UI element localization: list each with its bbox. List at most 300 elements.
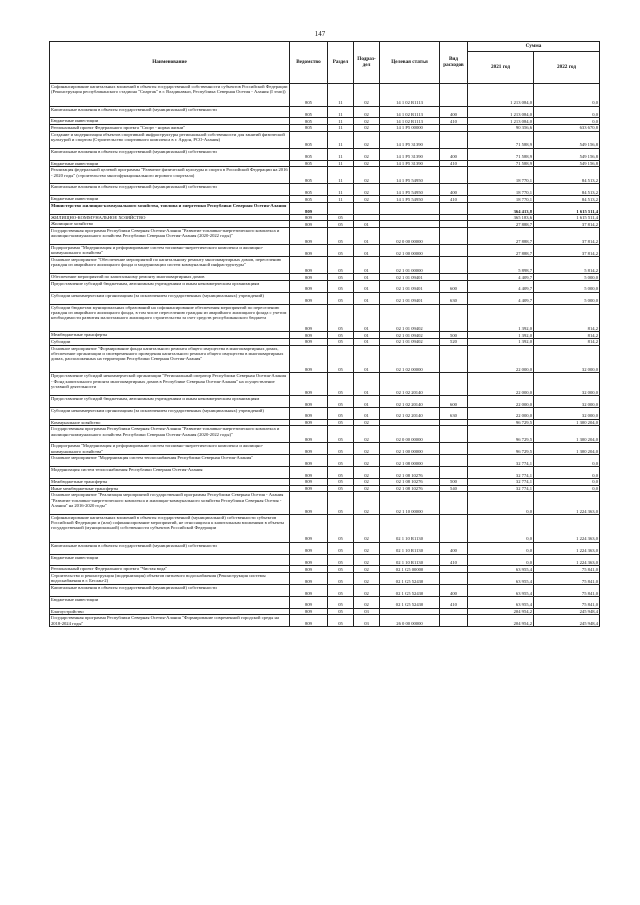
cell-2021: 32 774,1 [468, 455, 534, 467]
cell-dept: 809 [290, 214, 328, 221]
cell-2021: 1 392,0 [468, 304, 534, 332]
cell-2022: 1 615 511,4 [534, 214, 600, 221]
cell-2021: 18 770,1 [468, 184, 534, 196]
cell-subsection: 02 [354, 184, 380, 196]
table-body [50, 84, 600, 627]
table-row [50, 615, 600, 627]
table-row [50, 257, 600, 274]
cell-name: Бюджетные инвестиции [50, 160, 290, 167]
cell-target: 02 1 00 00000 [380, 245, 440, 257]
cell-2022: 0,0 [534, 106, 600, 118]
cell-name: Основное мероприятие "Модернизация систем теплоснабжения Республики Северная Осетия-Алания" [50, 455, 290, 467]
cell-2021: 1 213 084,0 [468, 106, 534, 118]
cell-2022: 37 814,2 [534, 221, 600, 228]
cell-2022: 32 000,0 [534, 373, 600, 396]
cell-name: Капитальные вложения в объекты государственной (муниципальной) собственности [50, 184, 290, 196]
cell-2022: 1 300 204,0 [534, 443, 600, 455]
cell-exp-type [440, 257, 468, 274]
cell-2022: 0,0 [534, 485, 600, 492]
cell-subsection: 01 [354, 373, 380, 396]
cell-dept: 805 [290, 106, 328, 118]
cell-subsection: 02 [354, 84, 380, 107]
cell-section: 05 [328, 615, 354, 627]
cell-2022: 37 814,2 [534, 245, 600, 257]
table-row [50, 245, 600, 257]
cell-2021: 204 954,2 [468, 615, 534, 627]
cell-subsection: 02 [354, 118, 380, 125]
cell-dept: 809 [290, 479, 328, 486]
cell-2021: 1 392,0 [468, 339, 534, 346]
cell-dept: 809 [290, 202, 328, 214]
cell-2021: 71 588,9 [468, 148, 534, 160]
cell-target: 02 1 01 09401 [380, 274, 440, 281]
cell-target: 02 1 10 R1130 [380, 554, 440, 566]
cell-exp-type: 600 [440, 280, 468, 292]
cell-2022: 814,2 [534, 339, 600, 346]
cell-section: 05 [328, 426, 354, 443]
cell-section: 05 [328, 214, 354, 221]
cell-target: 02 1 01 09401 [380, 292, 440, 304]
cell-section: 05 [328, 332, 354, 339]
table-row [50, 443, 600, 455]
cell-subsection: 02 [354, 455, 380, 467]
cell-target: 02 0 00 00000 [380, 426, 440, 443]
cell-target: 14 1 P5 31390 [380, 160, 440, 167]
table-row [50, 339, 600, 346]
table-row [50, 84, 600, 107]
cell-subsection: 02 [354, 485, 380, 492]
cell-section: 11 [328, 196, 354, 203]
cell-exp-type [440, 467, 468, 479]
header-dept: Ведомство [290, 42, 328, 84]
cell-2021: 204 954,2 [468, 608, 534, 615]
cell-subsection: 02 [354, 106, 380, 118]
cell-2022: 814,2 [534, 304, 600, 332]
cell-2021: 96 729,5 [468, 443, 534, 455]
page-number: 147 [314, 30, 326, 38]
cell-subsection: 01 [354, 245, 380, 257]
cell-section: 05 [328, 479, 354, 486]
cell-exp-type: 500 [440, 332, 468, 339]
cell-exp-type [440, 373, 468, 396]
cell-name: Субсидии [50, 339, 290, 346]
table-row [50, 395, 600, 407]
cell-subsection: 01 [354, 339, 380, 346]
cell-name: Капитальные вложения в объекты государственной (муниципальной) собственности [50, 584, 290, 596]
cell-exp-type [440, 202, 468, 214]
cell-exp-type: 410 [440, 118, 468, 125]
cell-name: Министерство жилищно-коммунального хозяйства, топлива и энергетики Республики Северная Осетия-Алания [50, 202, 290, 214]
cell-subsection: 02 [354, 160, 380, 167]
cell-exp-type [440, 131, 468, 148]
table-row [50, 373, 600, 396]
cell-exp-type [440, 84, 468, 107]
cell-target: 02 1 02 20140 [380, 395, 440, 407]
cell-dept: 809 [290, 395, 328, 407]
table-row [50, 214, 600, 221]
cell-exp-type [440, 345, 468, 373]
cell-2021: 22 000,0 [468, 407, 534, 419]
cell-subsection: 02 [354, 514, 380, 542]
cell-subsection: 02 [354, 426, 380, 443]
cell-exp-type: 400 [440, 184, 468, 196]
cell-target: 02 1 02 20140 [380, 373, 440, 396]
cell-dept: 809 [290, 492, 328, 515]
table-row [50, 202, 600, 214]
cell-name: Межбюджетные трансферты [50, 479, 290, 486]
cell-2021: 4 409,7 [468, 292, 534, 304]
table-row [50, 280, 600, 292]
table-row [50, 118, 600, 125]
cell-2021: 27 888,7 [468, 228, 534, 245]
cell-2021: 0,0 [468, 554, 534, 566]
cell-subsection: 01 [354, 274, 380, 281]
header-2022: 2022 год [534, 52, 600, 84]
cell-target: 02 1 08 00000 [380, 455, 440, 467]
cell-name: Региональный проект Федерального проекта "Спорт - норма жизни" [50, 124, 290, 131]
cell-2022: 5 000,0 [534, 274, 600, 281]
cell-2022: 32 000,0 [534, 345, 600, 373]
cell-2022: 1 615 511,4 [534, 202, 600, 214]
cell-2021: 364 413,8 [468, 202, 534, 214]
cell-name: Капитальные вложения в объекты государственной (муниципальной) собственности [50, 106, 290, 118]
cell-name: Капитальные вложения в объекты государственной (муниципальной) собственности [50, 542, 290, 554]
table-row [50, 608, 600, 615]
cell-2022: 1 224 363,0 [534, 514, 600, 542]
cell-section: 05 [328, 554, 354, 566]
cell-2022: 549 156,8 [534, 148, 600, 160]
cell-section: 05 [328, 245, 354, 257]
cell-exp-type: 410 [440, 160, 468, 167]
cell-target: 14 1 P5 54950 [380, 167, 440, 184]
cell-2021: 4 409,7 [468, 280, 534, 292]
cell-name: Субсидии некоммерческим организациям (за исключением государственных (муниципальных) учреждений) [50, 292, 290, 304]
cell-name: Капитальные вложения в объекты государственной (муниципальной) собственности [50, 148, 290, 160]
cell-2021: 96 729,5 [468, 419, 534, 426]
cell-subsection: 02 [354, 492, 380, 515]
cell-dept: 805 [290, 167, 328, 184]
cell-name: Предоставление субсидий некоммерческой организации "Региональный оператор Республики Северная Осетия-Алания - Фонд капитального ремонта многоквартирных домов в Республике Северная Осетия-Алания" на осуществление уставной деятельности [50, 373, 290, 396]
cell-dept: 809 [290, 304, 328, 332]
cell-subsection: 02 [354, 596, 380, 608]
cell-section: 05 [328, 584, 354, 596]
cell-name: Бюджетные инвестиции [50, 596, 290, 608]
cell-2022: 32 000,0 [534, 395, 600, 407]
cell-section [328, 202, 354, 214]
cell-name: Создание и модернизация объектов спортивной инфраструктуры региональной собственности для занятий физической культурой и спортом (Строительство спортивного комплекса в г. Ардон, РСО-Алания) [50, 131, 290, 148]
cell-target: 02 1 08 10276 [380, 485, 440, 492]
cell-name: Обеспечение мероприятий по капитальному ремонту многоквартирных домов [50, 274, 290, 281]
cell-subsection: 01 [354, 257, 380, 274]
cell-2021: 5 898,7 [468, 257, 534, 274]
cell-subsection: 01 [354, 280, 380, 292]
cell-2021: 1 213 084,0 [468, 84, 534, 107]
cell-dept: 805 [290, 84, 328, 107]
cell-dept: 809 [290, 554, 328, 566]
cell-dept: 805 [290, 196, 328, 203]
table-row [50, 573, 600, 585]
cell-section: 11 [328, 184, 354, 196]
cell-2022: 0,0 [534, 479, 600, 486]
cell-section: 11 [328, 160, 354, 167]
cell-section: 05 [328, 373, 354, 396]
cell-2022: 245 948,4 [534, 608, 600, 615]
cell-exp-type [440, 615, 468, 627]
cell-section: 05 [328, 419, 354, 426]
cell-section: 05 [328, 304, 354, 332]
cell-subsection: 02 [354, 573, 380, 585]
cell-target: 02 0 00 00000 [380, 228, 440, 245]
cell-section: 05 [328, 339, 354, 346]
cell-exp-type: 630 [440, 407, 468, 419]
cell-2021: 27 888,7 [468, 245, 534, 257]
cell-section: 05 [328, 395, 354, 407]
table-row [50, 596, 600, 608]
cell-exp-type [440, 573, 468, 585]
cell-name: Подпрограмма "Модернизация и реформирование систем топливно-энергетического комплекса и жилищно-коммунального хозяйства" [50, 245, 290, 257]
cell-name: Жилищное хозяйство [50, 221, 290, 228]
cell-2021: 63 955,4 [468, 566, 534, 573]
cell-section: 05 [328, 608, 354, 615]
cell-exp-type [440, 124, 468, 131]
cell-subsection: 01 [354, 332, 380, 339]
cell-section: 11 [328, 148, 354, 160]
cell-dept: 809 [290, 292, 328, 304]
cell-exp-type [440, 228, 468, 245]
cell-target: 02 1 01 00000 [380, 257, 440, 274]
cell-section: 05 [328, 274, 354, 281]
cell-target: 02 1 02 20140 [380, 407, 440, 419]
cell-target: 14 1 P5 31390 [380, 148, 440, 160]
cell-subsection: 01 [354, 304, 380, 332]
cell-exp-type: 540 [440, 485, 468, 492]
cell-target [380, 419, 440, 426]
cell-dept: 809 [290, 407, 328, 419]
cell-dept: 805 [290, 148, 328, 160]
cell-section: 05 [328, 492, 354, 515]
cell-2021: 4 409,7 [468, 274, 534, 281]
cell-target: 02 1 10 R1130 [380, 514, 440, 542]
cell-2022: 1 224 363,0 [534, 554, 600, 566]
cell-exp-type: 410 [440, 596, 468, 608]
cell-2022: 75 841,0 [534, 584, 600, 596]
cell-2021: 0,0 [468, 514, 534, 542]
cell-name: Реализация федеральной целевой программы "Развитие физической культуры и спорта в Российской Федерации на 2016 - 2020 годы" (строительство многофункционального игрового спортзала) [50, 167, 290, 184]
table-row [50, 566, 600, 573]
cell-section: 05 [328, 542, 354, 554]
cell-exp-type: 600 [440, 395, 468, 407]
cell-2022: 32 000,0 [534, 407, 600, 419]
cell-2021: 71 588,9 [468, 160, 534, 167]
cell-2021: 1 213 084,0 [468, 118, 534, 125]
cell-2022: 549 156,8 [534, 131, 600, 148]
cell-target: 14 1 P5 31390 [380, 131, 440, 148]
cell-dept: 809 [290, 257, 328, 274]
cell-2022: 84 513,2 [534, 167, 600, 184]
cell-dept: 809 [290, 221, 328, 228]
table-row [50, 479, 600, 486]
cell-subsection: 02 [354, 554, 380, 566]
cell-dept: 809 [290, 485, 328, 492]
cell-name: Благоустройство [50, 608, 290, 615]
table-row [50, 304, 600, 332]
cell-exp-type [440, 274, 468, 281]
cell-section: 11 [328, 124, 354, 131]
cell-name: Коммунальное хозяйство [50, 419, 290, 426]
table-row [50, 228, 600, 245]
cell-target: 02 1 G5 00000 [380, 566, 440, 573]
cell-section: 11 [328, 118, 354, 125]
cell-dept: 809 [290, 274, 328, 281]
cell-subsection: 02 [354, 124, 380, 131]
table-row [50, 419, 600, 426]
cell-dept: 809 [290, 608, 328, 615]
cell-exp-type [440, 514, 468, 542]
cell-dept: 809 [290, 280, 328, 292]
cell-exp-type [440, 245, 468, 257]
cell-subsection: 01 [354, 407, 380, 419]
table-row [50, 160, 600, 167]
cell-exp-type [440, 304, 468, 332]
header-sum: Сумма [468, 42, 600, 52]
cell-section: 05 [328, 292, 354, 304]
cell-exp-type: 500 [440, 479, 468, 486]
cell-subsection: 02 [354, 542, 380, 554]
header-section: Раздел [328, 42, 354, 84]
cell-target [380, 221, 440, 228]
cell-dept: 809 [290, 426, 328, 443]
cell-exp-type [440, 566, 468, 573]
cell-exp-type [440, 221, 468, 228]
cell-name: Межбюджетные трансферты [50, 332, 290, 339]
cell-subsection: 02 [354, 467, 380, 479]
cell-exp-type: 410 [440, 554, 468, 566]
cell-target: 02 1 01 09401 [380, 280, 440, 292]
table-row [50, 554, 600, 566]
cell-section: 05 [328, 221, 354, 228]
cell-name: Бюджетные инвестиции [50, 196, 290, 203]
cell-name: Государственная программа Республики Северная Осетия-Алания "Развитие топливно-энергетического комплекса и жилищно-коммунального хозяйства Республики Северная Осетия-Алания (2020-2022 годы)" [50, 426, 290, 443]
cell-section: 05 [328, 596, 354, 608]
cell-name: Основное мероприятие "Реализация мероприятий государственной программы Республики Северная Осетия - Алания "Развитие топливно-энергетического комплекса и жилищно-коммунального хозяйства Республики Северная Осетия - Алания" на 2016-2020 годы" [50, 492, 290, 515]
cell-2022: 37 814,2 [534, 228, 600, 245]
cell-section: 05 [328, 443, 354, 455]
cell-section: 05 [328, 345, 354, 373]
cell-subsection: 02 [354, 148, 380, 160]
cell-dept: 809 [290, 443, 328, 455]
cell-dept: 809 [290, 345, 328, 373]
table-row [50, 492, 600, 515]
cell-name: Субсидии бюджетам муниципальных образований на софинансирование обеспечения мероприятий по переселению граждан из аварийного жилищного фонда, в том числе переселению граждан из аварийного жилищного фонда с учетом необходимости развития малоэтажного жилищного строительства за счет средств республиканского бюджета [50, 304, 290, 332]
cell-name: Софинансирование капитальных вложений в объекты государственной собственности субъектов Российской Федерации (Реконструкция республиканского стадиона "Спартак" в г. Владикавказ, Республика Северная Осетия - Алания (I этап)) [50, 84, 290, 107]
cell-2021: 32 774,1 [468, 479, 534, 486]
cell-dept: 809 [290, 542, 328, 554]
cell-exp-type [440, 419, 468, 426]
cell-dept: 809 [290, 596, 328, 608]
cell-section: 05 [328, 485, 354, 492]
cell-2022: 84 513,2 [534, 184, 600, 196]
cell-dept: 809 [290, 514, 328, 542]
table-row [50, 455, 600, 467]
cell-exp-type [440, 214, 468, 221]
cell-target: 14 1 P5 54950 [380, 184, 440, 196]
cell-exp-type: 400 [440, 148, 468, 160]
cell-section: 05 [328, 228, 354, 245]
cell-target: 02 1 00 00000 [380, 443, 440, 455]
cell-target [380, 202, 440, 214]
cell-2022: 245 948,4 [534, 615, 600, 627]
header-name: Наименование [50, 42, 290, 84]
cell-2021: 22 000,0 [468, 373, 534, 396]
cell-exp-type [440, 426, 468, 443]
table-row [50, 167, 600, 184]
table-row [50, 274, 600, 281]
cell-subsection: 02 [354, 443, 380, 455]
cell-dept: 809 [290, 467, 328, 479]
cell-section: 05 [328, 573, 354, 585]
cell-name: Предоставление субсидий бюджетным, автономным учреждениям и иным некоммерческим организациям [50, 395, 290, 407]
cell-2022: 1 224 363,0 [534, 542, 600, 554]
cell-subsection: 03 [354, 608, 380, 615]
table-row [50, 407, 600, 419]
cell-target: 02 1 08 10276 [380, 479, 440, 486]
cell-exp-type: 410 [440, 196, 468, 203]
cell-target: 02 1 10 R1130 [380, 542, 440, 554]
cell-2021: 0,0 [468, 492, 534, 515]
cell-dept: 805 [290, 124, 328, 131]
cell-dept: 805 [290, 131, 328, 148]
cell-exp-type [440, 608, 468, 615]
table-row [50, 426, 600, 443]
cell-target: 02 1 G5 52430 [380, 584, 440, 596]
cell-dept: 809 [290, 573, 328, 585]
cell-2022: 1 224 363,0 [534, 492, 600, 515]
header-exp-type: Вид расходов [440, 42, 468, 84]
cell-dept: 809 [290, 615, 328, 627]
cell-dept: 805 [290, 160, 328, 167]
cell-2021: 22 000,0 [468, 395, 534, 407]
cell-subsection [354, 202, 380, 214]
cell-dept: 809 [290, 373, 328, 396]
table-row [50, 124, 600, 131]
cell-target: 14 1 02 R1113 [380, 84, 440, 107]
cell-2021: 90 356,6 [468, 124, 534, 131]
cell-2021: 63 955,4 [468, 596, 534, 608]
cell-name: Государственная программа Республики Северная Осетия-Алания "Формирование современной городской среды на 2018-2024 годы" [50, 615, 290, 627]
table-row [50, 485, 600, 492]
cell-dept: 809 [290, 228, 328, 245]
cell-subsection: 02 [354, 566, 380, 573]
cell-2021: 32 774,1 [468, 485, 534, 492]
cell-target: 02 1 02 00000 [380, 345, 440, 373]
cell-target: 14 1 02 R1113 [380, 118, 440, 125]
budget-table [49, 41, 600, 627]
cell-2022: 0,0 [534, 467, 600, 479]
cell-section: 05 [328, 280, 354, 292]
cell-subsection: 02 [354, 131, 380, 148]
cell-2022: 5 814,2 [534, 257, 600, 274]
cell-2021: 32 774,1 [468, 467, 534, 479]
cell-section: 11 [328, 106, 354, 118]
cell-exp-type: 400 [440, 542, 468, 554]
cell-2021: 63 955,4 [468, 584, 534, 596]
header-2021: 2021 год [468, 52, 534, 84]
cell-2021: 63 955,4 [468, 573, 534, 585]
cell-name: Основное мероприятие "Формирование фонда капитального ремонта общего имущества в многоквартирных домах, обеспечение организации и своевременного проведения капитального ремонта общего имущества в многоквартирных домах, расположенных на территории Республики Северная Осетия-Алания" [50, 345, 290, 373]
cell-section: 05 [328, 514, 354, 542]
cell-exp-type [440, 443, 468, 455]
cell-dept: 809 [290, 584, 328, 596]
